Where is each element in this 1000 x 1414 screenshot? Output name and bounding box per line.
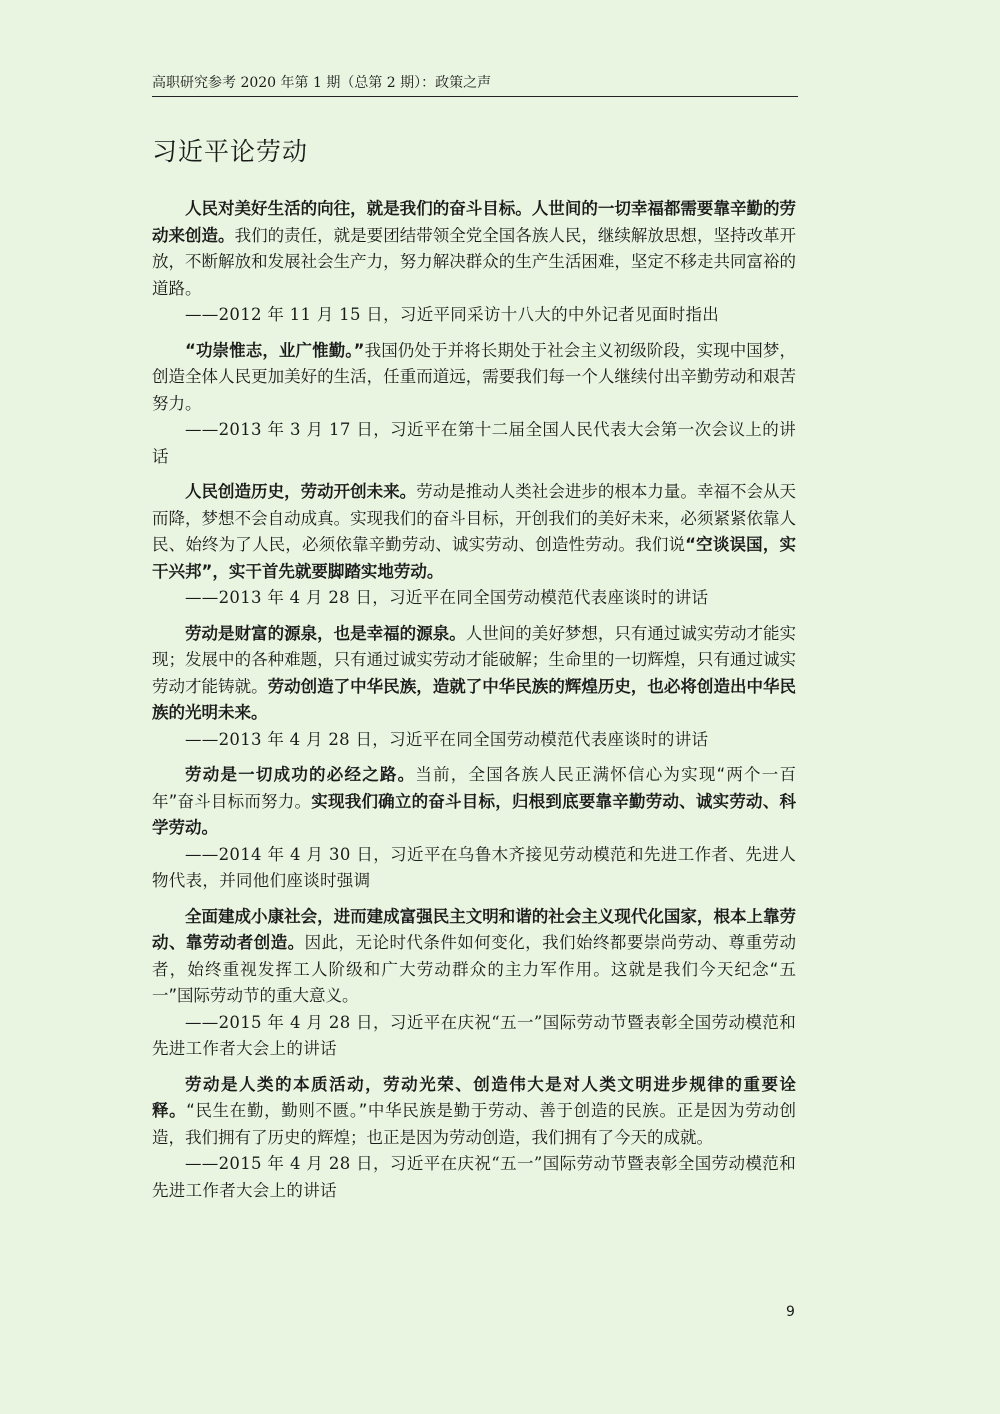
quote-source: ——2013 年 4 月 28 日，习近平在同全国劳动模范代表座谈时的讲话 xyxy=(185,729,709,749)
quote-source: ——2015 年 4 月 28 日，习近平在庆祝“五一”国际劳动节暨表彰全国劳动模范和先进工作者大会上的讲话 xyxy=(152,1154,796,1200)
quote-block xyxy=(152,621,796,754)
quote-paragraph xyxy=(152,1072,796,1152)
running-header xyxy=(152,70,798,97)
quote-paragraph xyxy=(152,196,796,302)
quote-emphasis: 劳动创造了中华民族，造就了中华民族的辉煌历史，也必将创造出中华民族的光明未来。 xyxy=(152,676,797,722)
quote-paragraph xyxy=(152,621,796,727)
quote-source: ——2013 年 3 月 17 日，习近平在第十二届全国人民代表大会第一次会议上的讲话 xyxy=(152,420,796,466)
quote-text: 人世间的美好梦想，只有通过诚实劳动才能实现；发展中的各种难题，只有通过诚实劳动才能破解；生命里的一切辉煌，只有通过诚实劳动才能铸就。 xyxy=(152,623,797,696)
quote-text: 我们的责任，就是要团结带领全党全国各族人民，继续解放思想，坚持改革开放，不断解放和发展社会生产力，努力解决群众的生产生活困难，坚定不移走共同富裕的道路。 xyxy=(152,225,797,298)
quote-emphasis: 劳动是财富的源泉，也是幸福的源泉。 xyxy=(185,623,466,643)
quote-emphasis: 全面建成小康社会，进而建成富强民主文明和谐的社会主义现代化国家，根本上靠劳动、靠劳动者创造。 xyxy=(152,906,796,952)
quote-text: 因此，无论时代条件如何变化，我们始终都要崇尚劳动、尊重劳动者，始终重视发挥工人阶级和广大劳动群众的主力军作用。这就是我们今天纪念“五一”国际劳动节的重大意义。 xyxy=(152,933,797,1005)
quote-source: ——2012 年 11 月 15 日，习近平同采访十八大的中外记者见面时指出 xyxy=(185,305,720,324)
quote-emphasis: 人民创造历史，劳动开创未来。 xyxy=(185,482,417,501)
quote-paragraph xyxy=(152,479,796,585)
quote-block xyxy=(152,196,796,329)
quote-source: ——2014 年 4 月 30 日，习近平在乌鲁木齐接见劳动模范和先进工作者、先进人物代表，并同他们座谈时强调 xyxy=(152,844,796,890)
quote-paragraph xyxy=(152,904,796,1010)
quote-emphasis: 人民对美好生活的向往，就是我们的奋斗目标。人世间的一切幸福都需要靠辛勤的劳动来创造。 xyxy=(152,199,796,245)
quote-block xyxy=(152,479,796,612)
quote-emphasis: 劳动是人类的本质活动，劳动光荣、创造伟大是对人类文明进步规律的重要诠释。 xyxy=(152,1074,796,1120)
quote-text: 当前，全国各族人民正满怀信心为实现“两个一百年”奋斗目标而努力。 xyxy=(152,765,796,811)
journal-issue-line: 高职研究参考 2020 年第 1 期（总第 2 期）：政策之声 xyxy=(152,75,492,91)
quote-source: ——2015 年 4 月 28 日，习近平在庆祝“五一”国际劳动节暨表彰全国劳动模范和先进工作者大会上的讲话 xyxy=(152,1012,796,1058)
quote-paragraph xyxy=(152,762,796,842)
page-number: 9 xyxy=(786,1304,795,1320)
quote-text: 我国仍处于并将长期处于社会主义初级阶段，实现中国梦，创造全体人民更加美好的生活，任重而道远，需要我们每一个人继续付出辛勤劳动和艰苦努力。 xyxy=(152,340,796,413)
quote-paragraph xyxy=(152,338,796,418)
quote-emphasis: 劳动是一切成功的必经之路。 xyxy=(185,765,416,784)
article-title: 习近平论劳动 xyxy=(152,137,309,166)
quote-text: “民生在勤，勤则不匮。”中华民族是勤于劳动、善于创造的民族。正是因为劳动创造，我们拥有了历史的辉煌；也正是因为劳动创造，我们拥有了今天的成就。 xyxy=(152,1101,796,1147)
quote-source: ——2013 年 4 月 28 日，习近平在同全国劳动模范代表座谈时的讲话 xyxy=(185,588,709,607)
quote-emphasis: “功崇惟志，业广惟勤。” xyxy=(185,340,365,360)
quote-block xyxy=(152,762,796,895)
quote-text: 劳动是推动人类社会进步的根本力量。幸福不会从天而降，梦想不会自动成真。实现我们的奋斗目标，开创我们的美好未来，必须紧紧依靠人民、始终为了人民，必须依靠辛勤劳动、诚实劳动、创造性劳动。我们说 xyxy=(152,482,797,554)
quote-list xyxy=(152,196,796,1213)
quote-block xyxy=(152,1072,796,1205)
quote-block xyxy=(152,904,796,1063)
quote-emphasis: 实现我们确立的奋斗目标，归根到底要靠辛勤劳动、诚实劳动、科学劳动。 xyxy=(152,791,796,837)
quote-emphasis: “空谈误国，实干兴邦”，实干首先就要脚踏实地劳动。 xyxy=(152,535,796,581)
quote-block xyxy=(152,338,796,471)
